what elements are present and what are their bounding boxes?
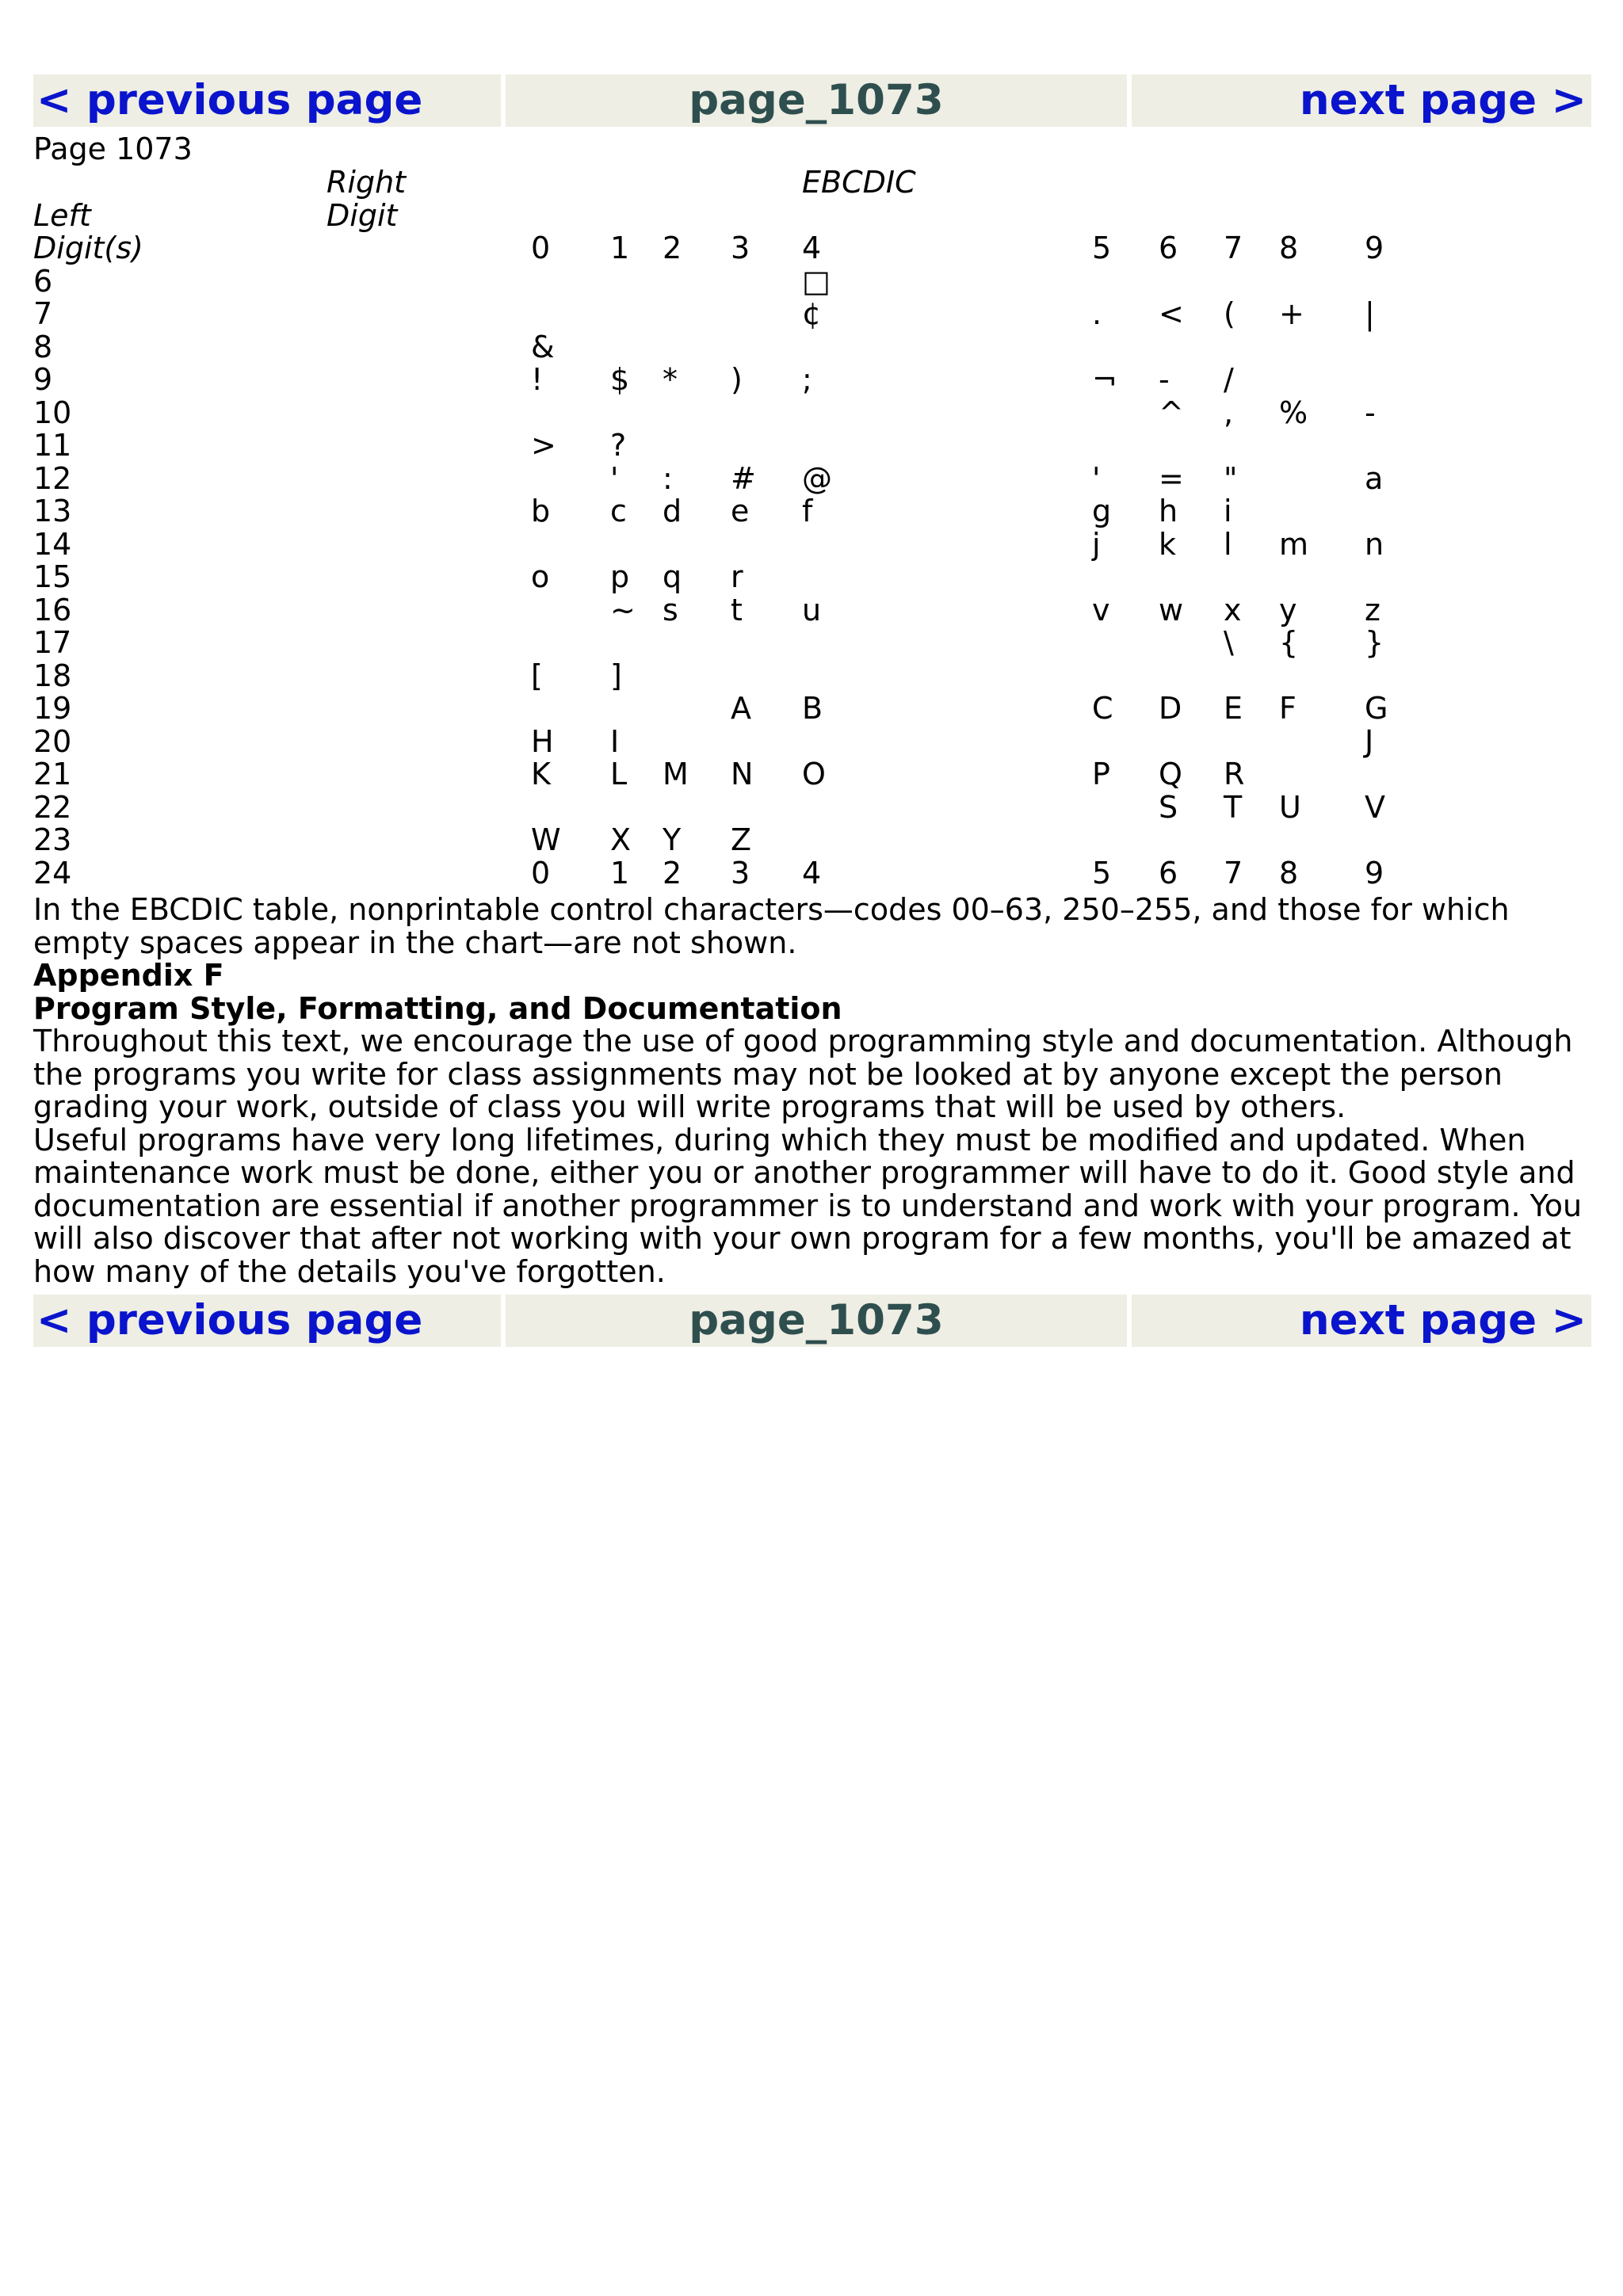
table-cell: y [1279, 592, 1297, 627]
table-cell: L [610, 757, 628, 791]
table-cell: c [610, 494, 627, 528]
next-page-cell [1132, 1295, 1591, 1347]
row-label: 21 [33, 757, 72, 791]
table-cell: < [1159, 296, 1184, 331]
table-caption: In the EBCDIC table, nonprintable control characters—codes 00–63, 250–255, and those for which empty spaces appear in the chart—are not shown. [33, 892, 1510, 960]
table-cell: # [731, 460, 756, 496]
table-cell: N [731, 757, 754, 791]
table-cell: t [731, 592, 743, 627]
table-cell: ] [610, 658, 622, 693]
table-cell: g [1092, 494, 1112, 528]
table-cell: F [1279, 691, 1296, 726]
table-cell: \ [1224, 625, 1234, 660]
table-cell: K [531, 757, 551, 791]
row-label: 18 [33, 658, 72, 693]
row-label: 20 [33, 723, 72, 759]
column-header: 7 [1224, 231, 1243, 265]
table-cell: . [1092, 296, 1102, 331]
table-cell: E [1224, 691, 1243, 726]
table-cell: , [1224, 395, 1234, 430]
top-navigation-bar [33, 74, 1591, 127]
table-cell: ' [1092, 460, 1101, 496]
page-label: Page 1073 [33, 132, 193, 166]
table-cell: ¬ [1092, 362, 1117, 397]
row-label: 19 [33, 691, 72, 726]
table-cell: B [802, 691, 823, 726]
table-cell: J [1365, 723, 1374, 759]
column-header: 2 [663, 231, 682, 265]
page-id-label: page_1073 [689, 76, 944, 125]
column-header: 6 [1159, 231, 1178, 265]
table-cell: A [731, 691, 751, 726]
table-cell: > [531, 428, 556, 463]
table-cell: o [531, 559, 550, 594]
appendix-label: Appendix F [33, 958, 224, 993]
table-cell: / [1224, 362, 1234, 397]
table-cell: Q [1159, 757, 1182, 791]
previous-page-link[interactable]: < previous page [36, 76, 423, 125]
table-cell: q [663, 559, 682, 594]
table-cell: m [1279, 526, 1309, 562]
previous-page-cell [33, 74, 501, 127]
table-cell: 9 [1365, 855, 1384, 891]
table-cell: C [1092, 691, 1113, 726]
previous-page-link[interactable]: < previous page [36, 1296, 423, 1345]
table-cell: S [1159, 789, 1178, 825]
column-header: 9 [1365, 231, 1384, 265]
table-cell: w [1159, 592, 1184, 627]
table-cell: X [610, 822, 632, 857]
table-cell: % [1279, 395, 1308, 430]
row-label: 17 [33, 625, 72, 660]
table-cell: f [802, 494, 813, 528]
table-cell: " [1224, 460, 1238, 496]
table-cell: 6 [1159, 855, 1178, 891]
table-cell: ( [1224, 296, 1235, 331]
previous-page-cell [33, 1295, 501, 1347]
table-cell: + [1279, 296, 1304, 331]
table-cell: : [663, 460, 673, 496]
bottom-navigation-bar [33, 1295, 1591, 1347]
table-cell: 1 [610, 855, 630, 891]
page-content [33, 133, 1594, 1288]
table-cell: b [531, 494, 551, 528]
row-label: 23 [33, 822, 72, 857]
table-cell: | [1365, 296, 1375, 331]
table-cell: 8 [1279, 855, 1299, 891]
row-label: 15 [33, 559, 72, 594]
table-cell: x [1224, 592, 1242, 627]
row-label: 24 [33, 855, 72, 891]
table-cell: ' [610, 460, 619, 496]
table-cell: - [1365, 395, 1376, 430]
body-paragraph: Throughout this text, we encourage the use of good programming style and documentation. Although the programs you write for class assignments may not be looked at by anyone except the person grading your work, outside of class you will write programs that will be used by others. [33, 1024, 1573, 1124]
column-header: 4 [802, 231, 822, 265]
table-cell: ) [731, 362, 743, 397]
table-cell: R [1224, 757, 1245, 791]
right-digit-header: Right [327, 165, 407, 200]
table-cell: n [1365, 526, 1384, 562]
table-cell: $ [610, 362, 630, 397]
table-cell: 2 [663, 855, 682, 891]
table-cell: v [1092, 592, 1110, 627]
table-cell: ¢ [802, 296, 822, 331]
table-cell: 4 [802, 855, 822, 891]
table-cell: @ [802, 460, 832, 496]
page-id-cell [506, 1295, 1127, 1347]
table-cell: p [610, 559, 630, 594]
table-cell: □ [802, 263, 831, 299]
row-label: 8 [33, 329, 53, 364]
table-cell: Z [731, 822, 752, 857]
table-cell: z [1365, 592, 1381, 627]
table-cell: U [1279, 789, 1301, 825]
column-header: 1 [610, 231, 630, 265]
table-cell: } [1365, 625, 1384, 660]
next-page-link[interactable]: next page > [1299, 76, 1587, 125]
table-cell: ! [531, 362, 544, 397]
table-title: EBCDIC [802, 165, 916, 200]
ebcdic-table [33, 166, 1594, 894]
row-label: 14 [33, 526, 72, 562]
table-cell: l [1224, 526, 1232, 562]
row-label: 7 [33, 296, 53, 331]
page-id-label: page_1073 [689, 1296, 944, 1345]
table-cell: i [1224, 494, 1232, 528]
table-cell: V [1365, 789, 1385, 825]
appendix-title: Program Style, Formatting, and Documentation [33, 990, 842, 1026]
column-header: 0 [531, 231, 551, 265]
page-id-cell [506, 74, 1127, 127]
left-digit-header-line2: Digit(s) [33, 231, 143, 265]
table-cell: & [531, 329, 555, 364]
table-cell: = [1159, 460, 1184, 496]
right-digit-header-line2: Digit [327, 197, 398, 233]
table-cell: a [1365, 460, 1384, 496]
table-cell: e [731, 494, 750, 528]
column-header: 8 [1279, 231, 1299, 265]
table-cell: k [1159, 526, 1177, 562]
table-cell: ? [610, 428, 627, 463]
table-cell: 3 [731, 855, 750, 891]
table-cell: u [802, 592, 822, 627]
table-cell: W [531, 822, 561, 857]
table-cell: h [1159, 494, 1178, 528]
row-label: 12 [33, 460, 72, 496]
table-cell: * [663, 362, 678, 397]
table-cell: 5 [1092, 855, 1112, 891]
table-cell: M [663, 757, 689, 791]
next-page-cell [1132, 74, 1591, 127]
left-digit-header: Left [33, 197, 91, 233]
row-label: 22 [33, 789, 72, 825]
table-cell: { [1279, 625, 1299, 660]
table-cell: O [802, 757, 826, 791]
next-page-link[interactable]: next page > [1299, 1296, 1587, 1345]
row-label: 10 [33, 395, 72, 430]
table-cell: ^ [1159, 395, 1184, 430]
column-header: 5 [1092, 231, 1112, 265]
row-label: 13 [33, 494, 72, 528]
row-label: 6 [33, 263, 53, 299]
column-header: 3 [731, 231, 750, 265]
table-cell: 0 [531, 855, 551, 891]
table-cell: r [731, 559, 743, 594]
table-cell: [ [531, 658, 543, 693]
table-cell: Y [663, 822, 682, 857]
table-cell: G [1365, 691, 1388, 726]
table-cell: ; [802, 362, 812, 397]
table-cell: d [663, 494, 682, 528]
table-cell: s [663, 592, 678, 627]
table-cell: I [610, 723, 620, 759]
table-cell: P [1092, 757, 1110, 791]
table-cell: j [1092, 526, 1101, 562]
table-cell: 7 [1224, 855, 1243, 891]
row-label: 9 [33, 362, 53, 397]
table-cell: D [1159, 691, 1182, 726]
table-cell: ~ [610, 592, 636, 627]
table-cell: H [531, 723, 554, 759]
row-label: 16 [33, 592, 72, 627]
table-cell: T [1224, 789, 1243, 825]
body-paragraph: Useful programs have very long lifetimes, during which they must be modified and updated. When maintenance work must be done, either you or another programmer will have to do it. Good style and documentation are essential if another programmer is to understand and work with your program. You will also discover that after not working with your own program for a few months, you'll be amazed at how many of the details you've forgotten. [33, 1122, 1583, 1289]
row-label: 11 [33, 428, 72, 463]
table-cell: - [1159, 362, 1170, 397]
